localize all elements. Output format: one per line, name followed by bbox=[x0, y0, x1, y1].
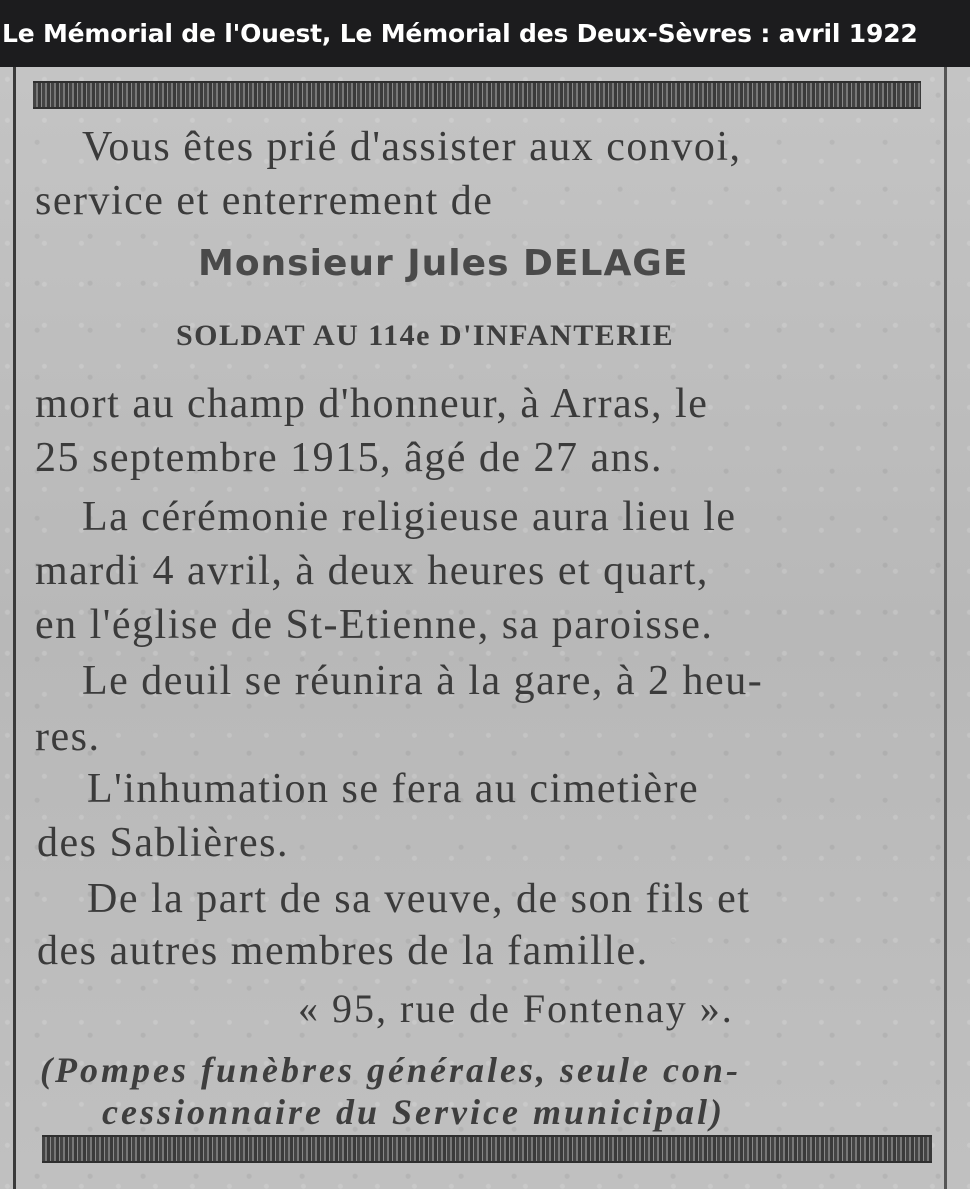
notice-line-12: L'inhumation se fera au cimetière bbox=[87, 766, 700, 812]
deceased-rank: SOLDAT AU 114e D'INFANTERIE bbox=[176, 319, 675, 352]
notice-line-8: mardi 4 avril, à deux heures et quart, bbox=[35, 548, 709, 594]
notice-line-1: Vous êtes prié d'assister aux convoi, bbox=[82, 124, 742, 170]
newspaper-clipping bbox=[0, 67, 970, 1189]
bottom-border-band bbox=[42, 1135, 932, 1163]
address-line: « 95, rue de Fontenay ». bbox=[298, 986, 734, 1031]
notice-line-5: mort au champ d'honneur, à Arras, le bbox=[35, 381, 709, 427]
notice-line-15: des autres membres de la famille. bbox=[37, 928, 649, 974]
notice-line-11: res. bbox=[35, 714, 101, 760]
image-caption: Le Mémorial de l'Ouest, Le Mémorial des Deux-Sèvres : avril 1922 bbox=[0, 0, 970, 67]
funeral-director-line-2: cessionnaire du Service municipal) bbox=[102, 1092, 725, 1132]
column-rule-left bbox=[13, 67, 16, 1189]
notice-line-14: De la part de sa veuve, de son fils et bbox=[87, 876, 751, 922]
top-border-band bbox=[33, 81, 921, 109]
notice-line-7: La cérémonie religieuse aura lieu le bbox=[82, 494, 737, 540]
notice-line-9: en l'église de St-Etienne, sa paroisse. bbox=[35, 602, 714, 648]
notice-line-6: 25 septembre 1915, âgé de 27 ans. bbox=[35, 435, 664, 481]
notice-line-2: service et enterrement de bbox=[35, 178, 494, 224]
notice-line-13: des Sablières. bbox=[37, 820, 289, 866]
column-rule-right bbox=[944, 67, 947, 1189]
funeral-director-line-1: (Pompes funèbres générales, seule con- bbox=[40, 1050, 741, 1090]
notice-line-10: Le deuil se réunira à la gare, à 2 heu- bbox=[82, 658, 764, 704]
deceased-name: Monsieur Jules DELAGE bbox=[198, 243, 689, 284]
